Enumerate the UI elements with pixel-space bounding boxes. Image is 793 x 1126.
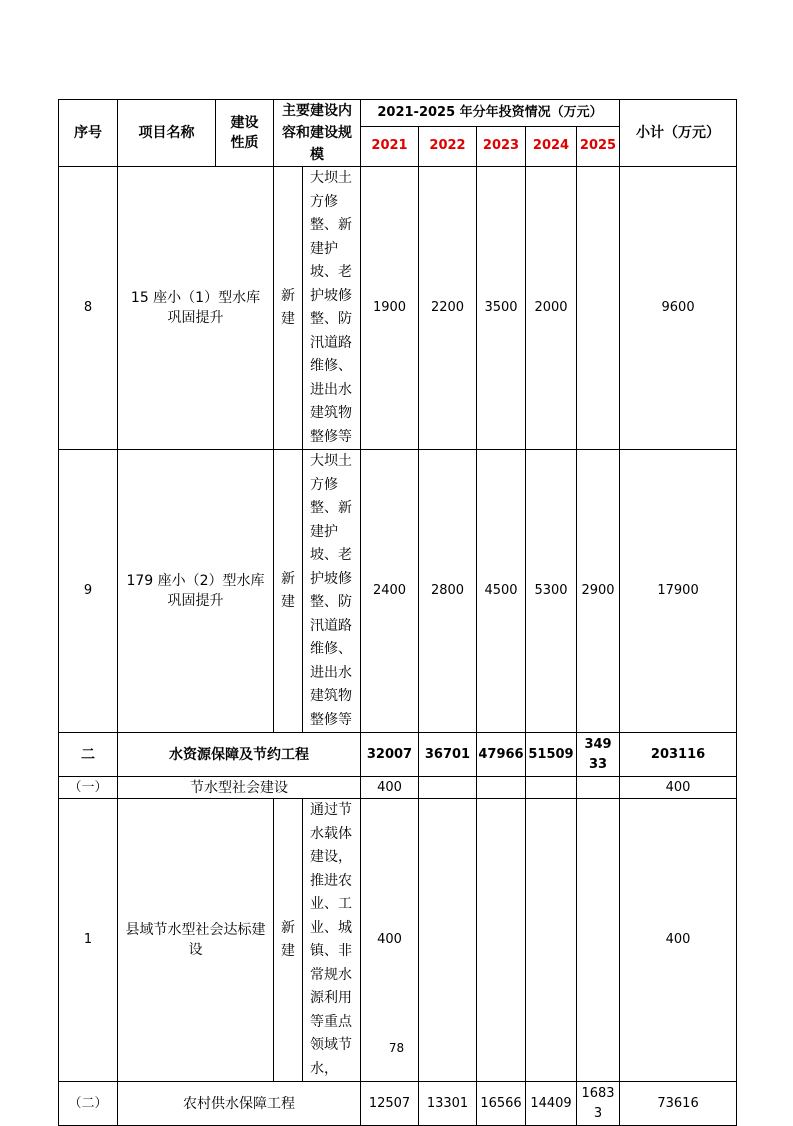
cell-name: 节水型社会建设 xyxy=(118,777,361,799)
cell-2021: 1900 xyxy=(361,167,419,450)
page-number: 78 xyxy=(388,1041,405,1055)
cell-2024 xyxy=(526,799,577,1082)
cell-nature: 新建 xyxy=(274,799,303,1082)
cell-nature: 新建 xyxy=(274,450,303,733)
cell-2021: 400 xyxy=(361,777,419,799)
cell-seq: 二 xyxy=(59,733,118,777)
header-nature: 建设性质 xyxy=(216,100,274,167)
cell-subtotal: 400 xyxy=(620,777,737,799)
table-row xyxy=(59,167,737,450)
cell-2025 xyxy=(577,777,620,799)
cell-2021: 400 xyxy=(361,799,419,1082)
cell-content: 通过节水载体建设，推进农业、工业、城镇、非常规水源利用等重点领域节水， xyxy=(303,799,361,1082)
cell-2025: 2900 xyxy=(577,450,620,733)
cell-name: 县域节水型社会达标建设 xyxy=(118,799,274,1082)
cell-2024: 51509 xyxy=(526,733,577,777)
cell-2022 xyxy=(419,777,477,799)
cell-subtotal: 203116 xyxy=(620,733,737,777)
cell-2023: 16566 xyxy=(477,1082,526,1126)
cell-2025 xyxy=(577,799,620,1082)
header-year-2023: 2023 xyxy=(477,126,526,166)
header-year-2021: 2021 xyxy=(361,126,419,166)
cell-2021: 32007 xyxy=(361,733,419,777)
cell-2024: 5300 xyxy=(526,450,577,733)
cell-seq: （一） xyxy=(59,777,118,799)
header-row-1 xyxy=(59,100,737,127)
cell-seq: 8 xyxy=(59,167,118,450)
cell-content: 大坝土方修整、新建护坡、老护坡修整、防汛道路维修、进出水建筑物整修等 xyxy=(303,450,361,733)
cell-2021: 2400 xyxy=(361,450,419,733)
subsection-row xyxy=(59,1082,737,1126)
cell-2023 xyxy=(477,799,526,1082)
subsection-row xyxy=(59,777,737,799)
cell-subtotal: 9600 xyxy=(620,167,737,450)
cell-2023: 4500 xyxy=(477,450,526,733)
cell-2025: 34933 xyxy=(577,733,620,777)
table-row xyxy=(59,799,737,1082)
header-name: 项目名称 xyxy=(118,100,216,167)
header-content: 主要建设内容和建设规模 xyxy=(274,100,361,167)
cell-2022 xyxy=(419,799,477,1082)
cell-name: 179 座小（2）型水库巩固提升 xyxy=(118,450,274,733)
cell-2023: 47966 xyxy=(477,733,526,777)
cell-name: 水资源保障及节约工程 xyxy=(118,733,361,777)
cell-2023: 3500 xyxy=(477,167,526,450)
header-seq: 序号 xyxy=(59,100,118,167)
cell-2024: 14409 xyxy=(526,1082,577,1126)
cell-2021: 12507 xyxy=(361,1082,419,1126)
cell-2025 xyxy=(577,167,620,450)
cell-subtotal: 17900 xyxy=(620,450,737,733)
cell-2024 xyxy=(526,777,577,799)
section-row xyxy=(59,733,737,777)
cell-name: 15 座小（1）型水库巩固提升 xyxy=(118,167,274,450)
investment-table xyxy=(58,99,737,1126)
cell-seq: 1 xyxy=(59,799,118,1082)
cell-name: 农村供水保障工程 xyxy=(118,1082,361,1126)
cell-nature: 新建 xyxy=(274,167,303,450)
header-year-2024: 2024 xyxy=(526,126,577,166)
header-investment: 2021-2025 年分年投资情况（万元） xyxy=(361,100,620,127)
cell-2025: 16833 xyxy=(577,1082,620,1126)
table-row xyxy=(59,450,737,733)
cell-seq: （二） xyxy=(59,1082,118,1126)
cell-subtotal: 400 xyxy=(620,799,737,1082)
cell-subtotal: 73616 xyxy=(620,1082,737,1126)
header-year-2022: 2022 xyxy=(419,126,477,166)
cell-2023 xyxy=(477,777,526,799)
cell-2022: 2800 xyxy=(419,450,477,733)
header-subtotal: 小计（万元） xyxy=(620,100,737,167)
cell-2024: 2000 xyxy=(526,167,577,450)
cell-2022: 2200 xyxy=(419,167,477,450)
cell-content: 大坝土方修整、新建护坡、老护坡修整、防汛道路维修、进出水建筑物整修等 xyxy=(303,167,361,450)
cell-seq: 9 xyxy=(59,450,118,733)
cell-2022: 13301 xyxy=(419,1082,477,1126)
cell-2022: 36701 xyxy=(419,733,477,777)
header-year-2025: 2025 xyxy=(577,126,620,166)
